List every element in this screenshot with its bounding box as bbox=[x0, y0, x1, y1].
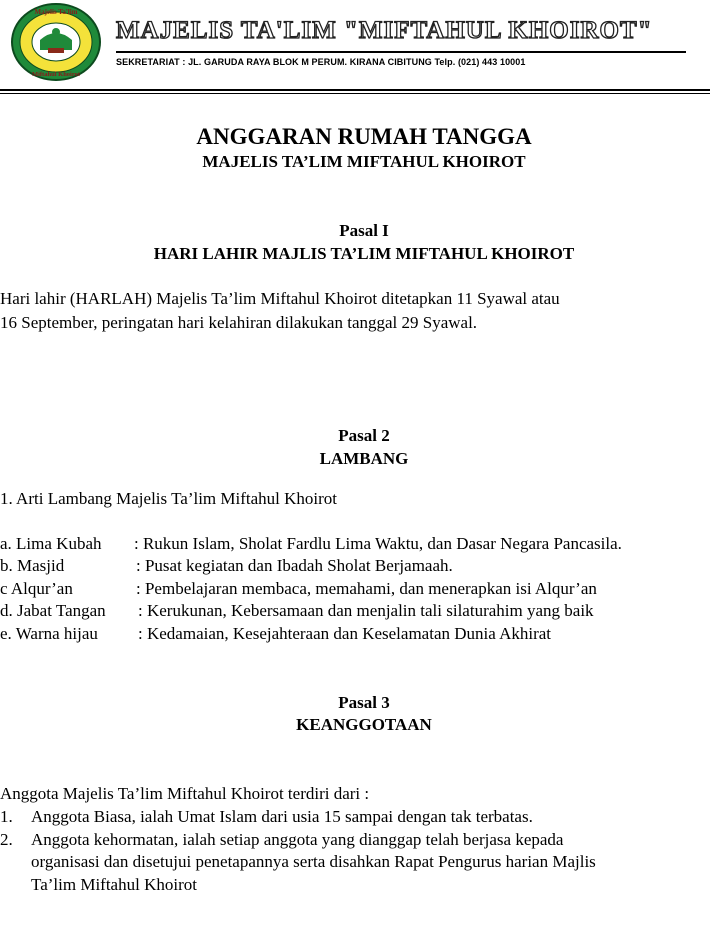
organization-name: MAJELIS TA'LIM "MIFTAHUL KHOIROT" bbox=[116, 17, 653, 44]
secretariat-address: SEKRETARIAT : JL. GARUDA RAYA BLOK M PERUM. KIRANA CIBITUNG Telp. (021) 443 10001 bbox=[116, 57, 526, 67]
document-title: ANGGARAN RUMAH TANGGA bbox=[196, 124, 532, 149]
pasal-2-number: Pasal 2 bbox=[338, 426, 390, 445]
organization-logo bbox=[10, 2, 102, 82]
pasal-2-heading: LAMBANG bbox=[319, 449, 409, 468]
member-list-text: Ta’lim Miftahul Khoirot bbox=[31, 875, 197, 894]
pasal-3-number: Pasal 3 bbox=[338, 693, 390, 712]
lambang-item-label: d. Jabat Tangan bbox=[0, 601, 106, 620]
member-list-number: 1. bbox=[0, 807, 13, 826]
member-list-text: Anggota Biasa, ialah Umat Islam dari usia 15 sampai dengan tak terbatas. bbox=[31, 807, 533, 826]
lambang-item-label: b. Masjid bbox=[0, 556, 65, 575]
letterhead-rule-thin bbox=[0, 93, 710, 94]
document-subtitle: MAJELIS TA’LIM MIFTAHUL KHOIROT bbox=[202, 152, 526, 171]
pasal-2-intro: 1. Arti Lambang Majelis Ta’lim Miftahul Khoirot bbox=[0, 489, 338, 508]
lambang-item-text: : Kerukunan, Kebersamaan dan menjalin tali silaturahim yang baik bbox=[138, 601, 594, 620]
lambang-item-label: a. Lima Kubah bbox=[0, 534, 102, 553]
member-list-text: Anggota kehormatan, ialah setiap anggota yang dianggap telah berjasa kepada bbox=[31, 830, 564, 849]
pasal-1-text-line-2: 16 September, peringatan hari kelahiran dilakukan tanggal 29 Syawal. bbox=[0, 313, 478, 332]
pasal-1-text-line-1: Hari lahir (HARLAH) Majelis Ta’lim Miftahul Khoirot ditetapkan 11 Syawal atau bbox=[0, 289, 560, 308]
member-list-number: 2. bbox=[0, 830, 13, 849]
pasal-3-intro: Anggota Majelis Ta’lim Miftahul Khoirot terdiri dari : bbox=[0, 784, 370, 803]
header-divider bbox=[116, 51, 686, 53]
lambang-item-text: : Pembelajaran membaca, memahami, dan menerapkan isi Alqur’an bbox=[136, 579, 597, 598]
lambang-item-text: : Kedamaian, Kesejahteraan dan Keselamatan Dunia Akhirat bbox=[138, 624, 552, 643]
lambang-item-text: : Pusat kegiatan dan Ibadah Sholat Berjamaah. bbox=[136, 556, 453, 575]
pasal-1-number: Pasal I bbox=[339, 221, 389, 240]
letterhead-rule bbox=[0, 89, 710, 91]
logo-text-top: Majelis Ta'lim bbox=[34, 8, 78, 16]
pasal-3-heading: KEANGGOTAAN bbox=[296, 715, 432, 734]
lambang-item-label: e. Warna hijau bbox=[0, 624, 98, 643]
logo-text-bottom: Miftahul Khoirot bbox=[31, 71, 81, 78]
member-list-text: organisasi dan disetujui penetapannya serta disahkan Rapat Pengurus harian Majlis bbox=[31, 852, 596, 871]
pasal-1-heading: HARI LAHIR MAJLIS TA’LIM MIFTAHUL KHOIROT bbox=[153, 244, 575, 263]
lambang-item-label: c Alqur’an bbox=[0, 579, 73, 598]
lambang-item-text: : Rukun Islam, Sholat Fardlu Lima Waktu, dan Dasar Negara Pancasila. bbox=[134, 534, 622, 553]
